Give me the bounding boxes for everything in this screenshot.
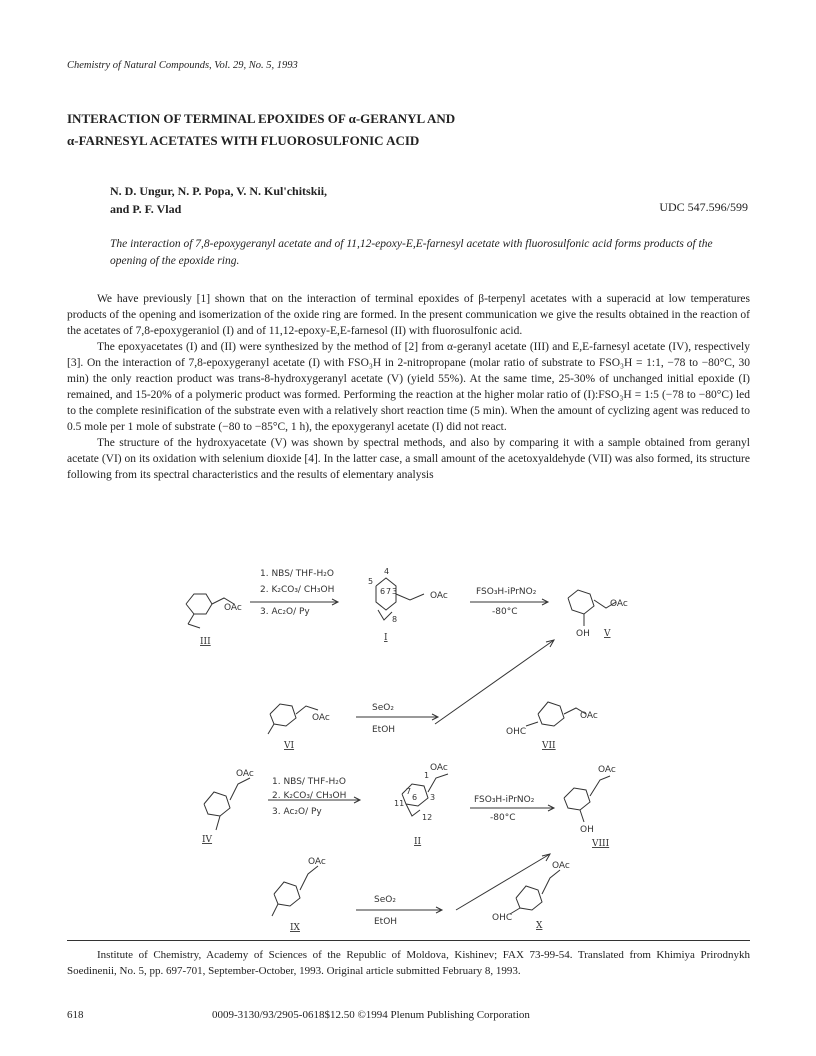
compound-label: III	[200, 637, 211, 647]
authors-line-1: N. D. Ungur, N. P. Popa, V. N. Kul'chitskii,	[110, 184, 328, 198]
atom-number: 3	[392, 587, 398, 596]
molecule-x	[510, 870, 560, 914]
reagent-step-2: 2. K₂CO₃/ CH₃OH	[260, 585, 335, 595]
molecule-vi	[268, 704, 318, 734]
footnote: Institute of Chemistry, Academy of Sciences of the Republic of Moldova, Kishinev; FAX 73-99-54. Translated from Khimiya Prirodnykh Soedinenii, No. 5, pp. 697-701, September-October, 1993. Original article submitted February 8, 1993.	[67, 949, 750, 977]
compound-label: VII	[542, 741, 556, 751]
molecule-v	[568, 590, 616, 626]
oac-group: OAc	[236, 769, 254, 779]
reagent-step-3: 3. Ac₂O/ Py	[260, 607, 310, 617]
molecule-viii	[564, 776, 610, 822]
oac-group: OAc	[552, 861, 570, 871]
reagent-temperature: -80°C	[490, 813, 516, 823]
paragraph: The epoxyacetates (I) and (II) were synthesized by the method of [2] from α-geranyl acetate (III) and E,E-farnesyl acetate (IV), respectively [3]. On the interaction of 7,8-epoxygeranyl acetate (I) with FSO₃H in 2-nitropropane (molar ratio of substrate to FSO₃H = 1:1, −78 to −80°C, 30 min) the only reaction product was trans-8-hydroxygeranyl acetate (V) (yield 55%). At the same time, 25-30% of unchanged initial epoxide (I) remained, and 15-20% of a polymeric product was formed. Performing the reaction at the higher molar ratio of (I):FSO₃H = 1:5 (−78 to −80°C) led to the complete resinification of the substrate even with a relatively short reaction time (5 min). When the amount of cyclizing agent was reduced to 0.5 mole per 1 mole of substrate (−80 to −85°C, 1 h), the epoxygeranyl acetate (I) did not react.	[67, 341, 750, 433]
molecule-i	[376, 578, 424, 620]
atom-number: 6	[380, 587, 386, 596]
copyright-code: 0009-3130/93/2905-0618$12.50 ©1994 Plenum Publishing Corporation	[212, 1009, 530, 1021]
atom-number: 11	[394, 799, 405, 808]
article-title	[67, 108, 747, 152]
reagent-temperature: -80°C	[492, 607, 518, 617]
reaction-arrow	[456, 854, 550, 910]
oh-group: OH	[576, 629, 590, 639]
compound-label: IX	[290, 923, 300, 933]
title-line-1: INTERACTION OF TERMINAL EPOXIDES OF α-GERANYL AND	[67, 111, 456, 126]
oac-group: OAc	[598, 765, 616, 775]
molecule-vii	[526, 702, 586, 726]
reagent-step-1: 1. NBS/ THF-H₂O	[260, 569, 334, 579]
reagent-step-1: 1. NBS/ THF-H₂O	[272, 777, 346, 787]
reagent-seo2: SeO₂	[374, 895, 396, 905]
atom-number: 1	[424, 771, 430, 780]
body-text	[67, 291, 750, 483]
atom-number: 3	[430, 793, 436, 802]
reagent-etoh: EtOH	[372, 725, 396, 735]
oac-group: OAc	[430, 763, 448, 773]
reagent-seo2: SeO₂	[372, 703, 394, 713]
compound-label: VI	[284, 741, 295, 751]
oh-group: OH	[580, 825, 594, 835]
reagent-etoh: EtOH	[374, 917, 398, 927]
compound-label: I	[384, 633, 388, 643]
compound-label: IV	[202, 835, 213, 845]
udc-code: UDC 547.596/599	[659, 200, 748, 214]
reagent-step-3: 3. Ac₂O/ Py	[272, 807, 322, 817]
paragraph: The structure of the hydroxyacetate (V) was shown by spectral methods, and also by comparing it with a sample obtained from geranyl acetate (VI) on its oxidation with selenium dioxide [4]. In the latter case, a small amount of the acetoxyaldehyde (VII) was also formed, its structure following from its spectral characteristics and the results of elementary analysis	[67, 437, 750, 481]
atom-number: 4	[384, 567, 390, 576]
atom-number: 8	[392, 615, 398, 624]
reagent-fso3h: FSO₃H-iPrNO₂	[476, 587, 537, 597]
compound-label: V	[604, 629, 611, 639]
authors	[110, 182, 327, 218]
reagent-fso3h: FSO₃H-iPrNO₂	[474, 795, 535, 805]
atom-number: 12	[422, 813, 433, 822]
atom-number: 7	[406, 787, 412, 796]
atom-number: 5	[368, 577, 374, 586]
reaction-arrow	[435, 640, 554, 724]
compound-label: II	[414, 837, 422, 847]
page-number: 618	[67, 1009, 84, 1021]
ohc-group: OHC	[506, 727, 527, 737]
authors-line-2: and P. F. Vlad	[110, 202, 182, 216]
oac-group: OAc	[312, 713, 330, 723]
reaction-scheme	[180, 564, 650, 936]
compound-label: X	[536, 921, 543, 931]
journal-header: Chemistry of Natural Compounds, Vol. 29, No. 5, 1993	[67, 60, 298, 71]
oac-group: OAc	[580, 711, 598, 721]
molecule-ix	[272, 866, 318, 916]
oac-group: OAc	[308, 857, 326, 867]
reagent-step-2: 2. K₂CO₃/ CH₃OH	[272, 791, 347, 801]
title-line-2: α-FARNESYL ACETATES WITH FLUOROSULFONIC ACID	[67, 133, 420, 148]
paragraph: We have previously [1] shown that on the interaction of terminal epoxides of β-terpenyl acetates with a superacid at low temperatures products of the opening and isomerization of the oxide ring are formed. In the present communication we give the results obtained in the reaction of the acetates of 7,8-epoxygeraniol (I) and of 11,12-epoxy-E,E-farnesol (II) with fluorosulfonic acid.	[67, 293, 750, 337]
abstract: The interaction of 7,8-epoxygeranyl acetate and of 11,12-epoxy-E,E-farnesyl acetate with fluorosulfonic acid forms products of the opening of the epoxide ring.	[110, 238, 713, 267]
atom-number: 7	[386, 587, 392, 596]
oac-group: OAc	[224, 603, 242, 613]
compound-label: VIII	[592, 839, 610, 849]
footnote-rule	[67, 940, 750, 941]
oac-group: OAc	[430, 591, 448, 601]
ohc-group: OHC	[492, 913, 513, 923]
oac-group: OAc	[610, 599, 628, 609]
atom-number: 6	[412, 793, 418, 802]
molecule-iv	[204, 778, 250, 830]
